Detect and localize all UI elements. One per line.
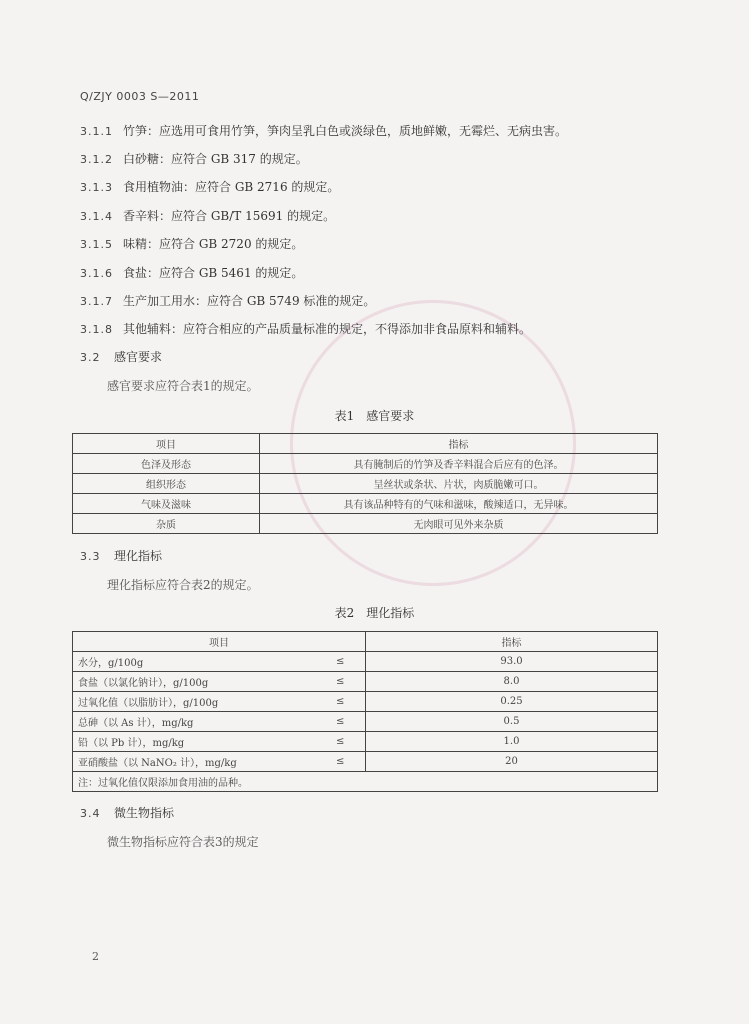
clause-3-1-6 bbox=[80, 264, 303, 281]
table-header-cell: 指标 bbox=[260, 434, 658, 454]
clause-3-1-8 bbox=[80, 320, 531, 337]
clause-number: 3.1.6 bbox=[80, 267, 113, 280]
table-header-cell: 项目 bbox=[73, 434, 260, 454]
table-cell-item: 组织形态 bbox=[73, 474, 260, 494]
table-note: 注：过氧化值仅限添加食用油的品种。 bbox=[73, 772, 658, 792]
table-row bbox=[73, 752, 658, 772]
table-cell-item: 水分，g/100g bbox=[73, 652, 316, 672]
table-row bbox=[73, 474, 658, 494]
clause-number: 3.1.2 bbox=[80, 153, 113, 166]
clause-3-1-7 bbox=[80, 292, 375, 309]
table-cell-value: 0.25 bbox=[366, 692, 658, 712]
table-cell-comparator: ≤ bbox=[316, 712, 366, 732]
table-row bbox=[73, 454, 658, 474]
table-row bbox=[73, 732, 658, 752]
clause-text: 生产加工用水：应符合 GB 5749 标准的规定。 bbox=[123, 294, 376, 308]
table-cell-indicator: 呈丝状或条状、片状，肉质脆嫩可口。 bbox=[260, 474, 658, 494]
table-cell-value: 0.5 bbox=[366, 712, 658, 732]
table-cell-value: 20 bbox=[366, 752, 658, 772]
page-number: 2 bbox=[92, 950, 99, 963]
table-cell-indicator: 具有该品种特有的气味和滋味，酸辣适口，无异味。 bbox=[260, 494, 658, 514]
section-3-4-heading bbox=[80, 804, 174, 821]
table-header-cell: 指标 bbox=[366, 632, 658, 652]
clause-text: 味精：应符合 GB 2720 的规定。 bbox=[123, 237, 304, 251]
clause-number: 3.1.3 bbox=[80, 181, 113, 194]
table-cell-comparator: ≤ bbox=[316, 652, 366, 672]
table-note-row bbox=[73, 772, 658, 792]
section-3-3-paragraph: 理化指标应符合表2的规定。 bbox=[107, 578, 259, 592]
clause-text: 白砂糖：应符合 GB 317 的规定。 bbox=[123, 152, 308, 166]
table-row bbox=[73, 652, 658, 672]
clause-3-1-2 bbox=[80, 150, 308, 167]
sensory-requirements-table bbox=[72, 433, 658, 534]
section-number: 3.3 bbox=[80, 550, 101, 563]
section-title: 理化指标 bbox=[114, 549, 163, 563]
clause-3-1-5 bbox=[80, 235, 303, 252]
table-cell-item: 杂质 bbox=[73, 514, 260, 534]
physicochemical-indicators-table bbox=[72, 631, 658, 792]
table-row bbox=[73, 712, 658, 732]
table-row bbox=[73, 494, 658, 514]
table-row bbox=[73, 672, 658, 692]
section-number: 3.2 bbox=[80, 351, 101, 364]
clause-3-1-3 bbox=[80, 178, 339, 195]
table-cell-comparator: ≤ bbox=[316, 692, 366, 712]
table-cell-item: 过氧化值（以脂肪计），g/100g bbox=[73, 692, 316, 712]
table-header-cell: 项目 bbox=[73, 632, 366, 652]
clause-text: 食盐：应符合 GB 5461 的规定。 bbox=[123, 266, 304, 280]
clause-number: 3.1.7 bbox=[80, 295, 113, 308]
table-cell-comparator: ≤ bbox=[316, 732, 366, 752]
table-cell-item: 色泽及形态 bbox=[73, 454, 260, 474]
table-cell-item: 总砷（以 As 计），mg/kg bbox=[73, 712, 316, 732]
table-header-row bbox=[73, 632, 658, 652]
clause-text: 其他辅料：应符合相应的产品质量标准的规定，不得添加非食品原料和辅料。 bbox=[123, 322, 532, 336]
table-cell-item: 食盐（以氯化钠计），g/100g bbox=[73, 672, 316, 692]
table-cell-value: 93.0 bbox=[366, 652, 658, 672]
table1-caption: 表1 感官要求 bbox=[334, 409, 415, 423]
table-cell-comparator: ≤ bbox=[316, 672, 366, 692]
standard-code-header: Q/ZJY 0003 S—2011 bbox=[80, 90, 200, 103]
table-row bbox=[73, 514, 658, 534]
clause-number: 3.1.1 bbox=[80, 125, 113, 138]
section-3-2-heading bbox=[80, 348, 162, 365]
section-title: 微生物指标 bbox=[114, 806, 175, 820]
table-cell-comparator: ≤ bbox=[316, 752, 366, 772]
section-3-4-paragraph: 微生物指标应符合表3的规定 bbox=[107, 835, 259, 849]
clause-number: 3.1.4 bbox=[80, 210, 113, 223]
section-number: 3.4 bbox=[80, 807, 101, 820]
table-cell-value: 1.0 bbox=[366, 732, 658, 752]
section-3-2-paragraph: 感官要求应符合表1的规定。 bbox=[107, 379, 259, 393]
clause-text: 竹笋：应选用可食用竹笋，笋肉呈乳白色或淡绿色，质地鲜嫩，无霉烂、无病虫害。 bbox=[123, 124, 568, 138]
table-cell-value: 8.0 bbox=[366, 672, 658, 692]
clause-text: 香辛料：应符合 GB/T 15691 的规定。 bbox=[123, 209, 336, 223]
clause-number: 3.1.8 bbox=[80, 323, 113, 336]
table-cell-indicator: 无肉眼可见外来杂质 bbox=[260, 514, 658, 534]
clause-3-1-1 bbox=[80, 122, 567, 139]
section-3-3-heading bbox=[80, 547, 162, 564]
clause-text: 食用植物油：应符合 GB 2716 的规定。 bbox=[123, 180, 340, 194]
section-title: 感官要求 bbox=[114, 350, 163, 364]
table-cell-item: 气味及滋味 bbox=[73, 494, 260, 514]
table-header-row bbox=[73, 434, 658, 454]
table-row bbox=[73, 692, 658, 712]
table2-caption: 表2 理化指标 bbox=[334, 606, 415, 620]
clause-number: 3.1.5 bbox=[80, 238, 113, 251]
table-cell-indicator: 具有腌制后的竹笋及香辛料混合后应有的色泽。 bbox=[260, 454, 658, 474]
table-cell-item: 铅（以 Pb 计），mg/kg bbox=[73, 732, 316, 752]
clause-3-1-4 bbox=[80, 207, 335, 224]
table-cell-item: 亚硝酸盐（以 NaNO₂ 计），mg/kg bbox=[73, 752, 316, 772]
